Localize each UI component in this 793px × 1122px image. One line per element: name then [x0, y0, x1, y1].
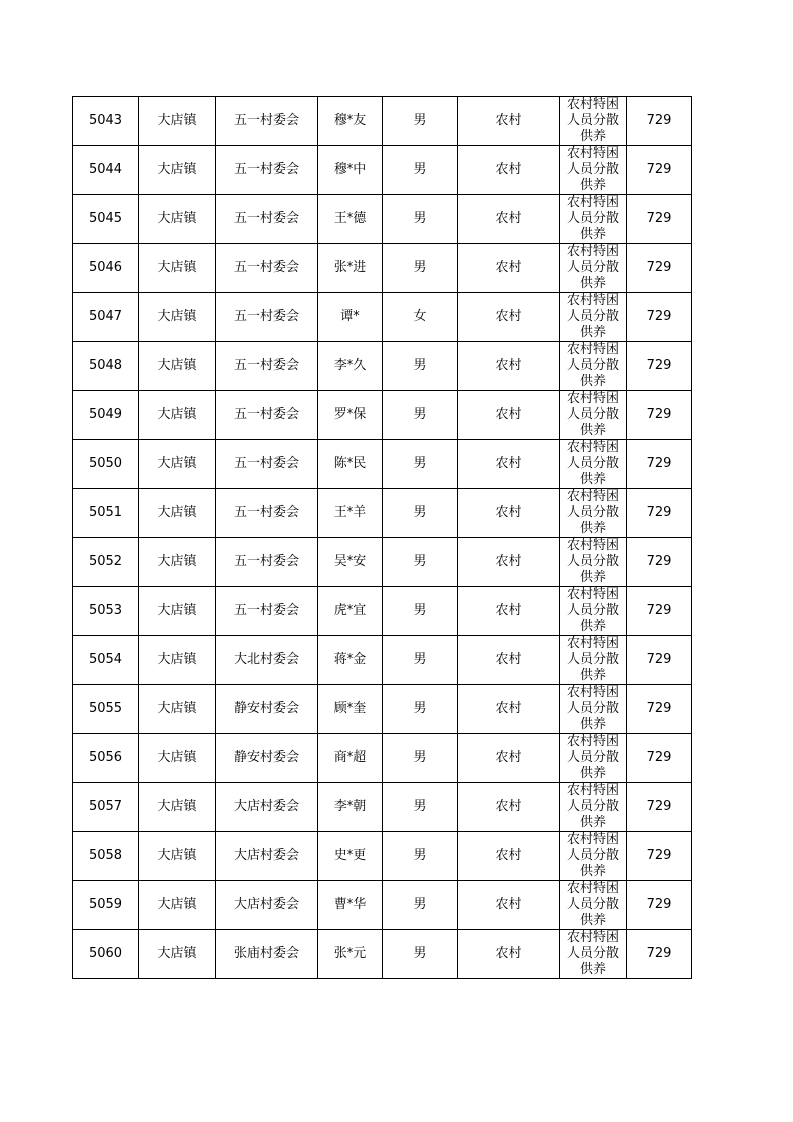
- area-cell: 农村: [458, 538, 560, 587]
- category-text: 农村特困人员分散供养: [566, 930, 619, 977]
- table-row: [73, 783, 692, 832]
- name-cell: 穆*友: [318, 97, 383, 146]
- gender-cell: 男: [383, 391, 458, 440]
- gender-cell: 女: [383, 293, 458, 342]
- town-cell: 大店镇: [139, 734, 216, 783]
- gender-cell: 男: [383, 685, 458, 734]
- town-cell: 大店镇: [139, 881, 216, 930]
- committee-cell: 五一村委会: [216, 146, 318, 195]
- category-cell: [560, 440, 627, 489]
- amount-cell: 729: [627, 685, 692, 734]
- row-id-cell: 5048: [73, 342, 139, 391]
- amount-cell: 729: [627, 783, 692, 832]
- amount-cell: 729: [627, 146, 692, 195]
- table-row: [73, 832, 692, 881]
- table-row: [73, 244, 692, 293]
- amount-cell: 729: [627, 244, 692, 293]
- area-cell: 农村: [458, 244, 560, 293]
- row-id-cell: 5045: [73, 195, 139, 244]
- row-id-cell: 5055: [73, 685, 139, 734]
- gender-cell: 男: [383, 146, 458, 195]
- category-text: 农村特困人员分散供养: [566, 342, 619, 389]
- committee-cell: 五一村委会: [216, 489, 318, 538]
- category-cell: [560, 195, 627, 244]
- category-cell: [560, 930, 627, 979]
- category-cell: [560, 146, 627, 195]
- row-id-cell: 5056: [73, 734, 139, 783]
- table-row: [73, 342, 692, 391]
- gender-cell: 男: [383, 97, 458, 146]
- amount-cell: 729: [627, 342, 692, 391]
- town-cell: 大店镇: [139, 342, 216, 391]
- name-cell: 李*久: [318, 342, 383, 391]
- gender-cell: 男: [383, 783, 458, 832]
- name-cell: 张*元: [318, 930, 383, 979]
- table-row: [73, 391, 692, 440]
- amount-cell: 729: [627, 195, 692, 244]
- town-cell: 大店镇: [139, 391, 216, 440]
- category-text: 农村特困人员分散供养: [566, 293, 619, 340]
- committee-cell: 五一村委会: [216, 342, 318, 391]
- row-id-cell: 5047: [73, 293, 139, 342]
- row-id-cell: 5049: [73, 391, 139, 440]
- table-row: [73, 685, 692, 734]
- category-text: 农村特困人员分散供养: [566, 783, 619, 830]
- area-cell: 农村: [458, 440, 560, 489]
- category-cell: [560, 97, 627, 146]
- name-cell: 蒋*金: [318, 636, 383, 685]
- category-cell: [560, 391, 627, 440]
- table-row: [73, 146, 692, 195]
- town-cell: 大店镇: [139, 587, 216, 636]
- category-text: 农村特困人员分散供养: [566, 440, 619, 487]
- amount-cell: 729: [627, 538, 692, 587]
- table-row: [73, 538, 692, 587]
- town-cell: 大店镇: [139, 930, 216, 979]
- name-cell: 张*进: [318, 244, 383, 293]
- amount-cell: 729: [627, 293, 692, 342]
- committee-cell: 五一村委会: [216, 195, 318, 244]
- town-cell: 大店镇: [139, 783, 216, 832]
- committee-cell: 五一村委会: [216, 538, 318, 587]
- town-cell: 大店镇: [139, 97, 216, 146]
- name-cell: 王*德: [318, 195, 383, 244]
- row-id-cell: 5046: [73, 244, 139, 293]
- category-text: 农村特困人员分散供养: [566, 587, 619, 634]
- category-cell: [560, 734, 627, 783]
- gender-cell: 男: [383, 244, 458, 293]
- gender-cell: 男: [383, 930, 458, 979]
- committee-cell: 静安村委会: [216, 685, 318, 734]
- category-text: 农村特困人员分散供养: [566, 195, 619, 242]
- row-id-cell: 5058: [73, 832, 139, 881]
- category-text: 农村特困人员分散供养: [566, 636, 619, 683]
- row-id-cell: 5050: [73, 440, 139, 489]
- table-row: [73, 881, 692, 930]
- committee-cell: 五一村委会: [216, 244, 318, 293]
- town-cell: 大店镇: [139, 195, 216, 244]
- table-row: [73, 293, 692, 342]
- table-row: [73, 195, 692, 244]
- committee-cell: 五一村委会: [216, 440, 318, 489]
- category-cell: [560, 636, 627, 685]
- category-cell: [560, 685, 627, 734]
- row-id-cell: 5057: [73, 783, 139, 832]
- amount-cell: 729: [627, 734, 692, 783]
- committee-cell: 大店村委会: [216, 881, 318, 930]
- category-text: 农村特困人员分散供养: [566, 734, 619, 781]
- amount-cell: 729: [627, 881, 692, 930]
- row-id-cell: 5054: [73, 636, 139, 685]
- row-id-cell: 5060: [73, 930, 139, 979]
- committee-cell: 大北村委会: [216, 636, 318, 685]
- name-cell: 李*朝: [318, 783, 383, 832]
- area-cell: 农村: [458, 293, 560, 342]
- area-cell: 农村: [458, 146, 560, 195]
- area-cell: 农村: [458, 832, 560, 881]
- category-text: 农村特困人员分散供养: [566, 538, 619, 585]
- town-cell: 大店镇: [139, 636, 216, 685]
- category-cell: [560, 587, 627, 636]
- committee-cell: 五一村委会: [216, 97, 318, 146]
- gender-cell: 男: [383, 636, 458, 685]
- gender-cell: 男: [383, 440, 458, 489]
- amount-cell: 729: [627, 587, 692, 636]
- area-cell: 农村: [458, 391, 560, 440]
- town-cell: 大店镇: [139, 146, 216, 195]
- committee-cell: 大店村委会: [216, 783, 318, 832]
- committee-cell: 张庙村委会: [216, 930, 318, 979]
- area-cell: 农村: [458, 930, 560, 979]
- gender-cell: 男: [383, 734, 458, 783]
- area-cell: 农村: [458, 587, 560, 636]
- amount-cell: 729: [627, 440, 692, 489]
- name-cell: 穆*中: [318, 146, 383, 195]
- records-table: [72, 96, 692, 979]
- name-cell: 虎*宜: [318, 587, 383, 636]
- amount-cell: 729: [627, 391, 692, 440]
- category-text: 农村特困人员分散供养: [566, 97, 619, 144]
- row-id-cell: 5043: [73, 97, 139, 146]
- table-row: [73, 734, 692, 783]
- committee-cell: 静安村委会: [216, 734, 318, 783]
- area-cell: 农村: [458, 489, 560, 538]
- category-cell: [560, 832, 627, 881]
- area-cell: 农村: [458, 342, 560, 391]
- gender-cell: 男: [383, 342, 458, 391]
- category-text: 农村特困人员分散供养: [566, 489, 619, 536]
- table-row: [73, 97, 692, 146]
- row-id-cell: 5059: [73, 881, 139, 930]
- category-text: 农村特困人员分散供养: [566, 685, 619, 732]
- gender-cell: 男: [383, 881, 458, 930]
- name-cell: 吴*安: [318, 538, 383, 587]
- committee-cell: 五一村委会: [216, 293, 318, 342]
- name-cell: 王*羊: [318, 489, 383, 538]
- row-id-cell: 5044: [73, 146, 139, 195]
- amount-cell: 729: [627, 489, 692, 538]
- category-cell: [560, 881, 627, 930]
- name-cell: 罗*保: [318, 391, 383, 440]
- town-cell: 大店镇: [139, 538, 216, 587]
- area-cell: 农村: [458, 734, 560, 783]
- table-row: [73, 440, 692, 489]
- area-cell: 农村: [458, 97, 560, 146]
- records-table-body: [73, 97, 692, 979]
- area-cell: 农村: [458, 685, 560, 734]
- category-text: 农村特困人员分散供养: [566, 146, 619, 193]
- amount-cell: 729: [627, 97, 692, 146]
- name-cell: 陈*民: [318, 440, 383, 489]
- category-cell: [560, 293, 627, 342]
- gender-cell: 男: [383, 489, 458, 538]
- category-text: 农村特困人员分散供养: [566, 244, 619, 291]
- amount-cell: 729: [627, 636, 692, 685]
- gender-cell: 男: [383, 832, 458, 881]
- table-row: [73, 587, 692, 636]
- table-row: [73, 489, 692, 538]
- category-text: 农村特困人员分散供养: [566, 832, 619, 879]
- area-cell: 农村: [458, 195, 560, 244]
- name-cell: 史*更: [318, 832, 383, 881]
- committee-cell: 五一村委会: [216, 391, 318, 440]
- category-cell: [560, 342, 627, 391]
- town-cell: 大店镇: [139, 440, 216, 489]
- town-cell: 大店镇: [139, 244, 216, 293]
- row-id-cell: 5053: [73, 587, 139, 636]
- table-row: [73, 636, 692, 685]
- category-cell: [560, 538, 627, 587]
- row-id-cell: 5051: [73, 489, 139, 538]
- category-cell: [560, 244, 627, 293]
- category-cell: [560, 783, 627, 832]
- town-cell: 大店镇: [139, 685, 216, 734]
- gender-cell: 男: [383, 587, 458, 636]
- gender-cell: 男: [383, 195, 458, 244]
- name-cell: 商*超: [318, 734, 383, 783]
- name-cell: 顾*奎: [318, 685, 383, 734]
- category-text: 农村特困人员分散供养: [566, 391, 619, 438]
- committee-cell: 五一村委会: [216, 587, 318, 636]
- amount-cell: 729: [627, 930, 692, 979]
- committee-cell: 大店村委会: [216, 832, 318, 881]
- town-cell: 大店镇: [139, 293, 216, 342]
- table-row: [73, 930, 692, 979]
- row-id-cell: 5052: [73, 538, 139, 587]
- name-cell: 谭*: [318, 293, 383, 342]
- area-cell: 农村: [458, 783, 560, 832]
- area-cell: 农村: [458, 636, 560, 685]
- town-cell: 大店镇: [139, 832, 216, 881]
- town-cell: 大店镇: [139, 489, 216, 538]
- area-cell: 农村: [458, 881, 560, 930]
- category-cell: [560, 489, 627, 538]
- name-cell: 曹*华: [318, 881, 383, 930]
- category-text: 农村特困人员分散供养: [566, 881, 619, 928]
- amount-cell: 729: [627, 832, 692, 881]
- gender-cell: 男: [383, 538, 458, 587]
